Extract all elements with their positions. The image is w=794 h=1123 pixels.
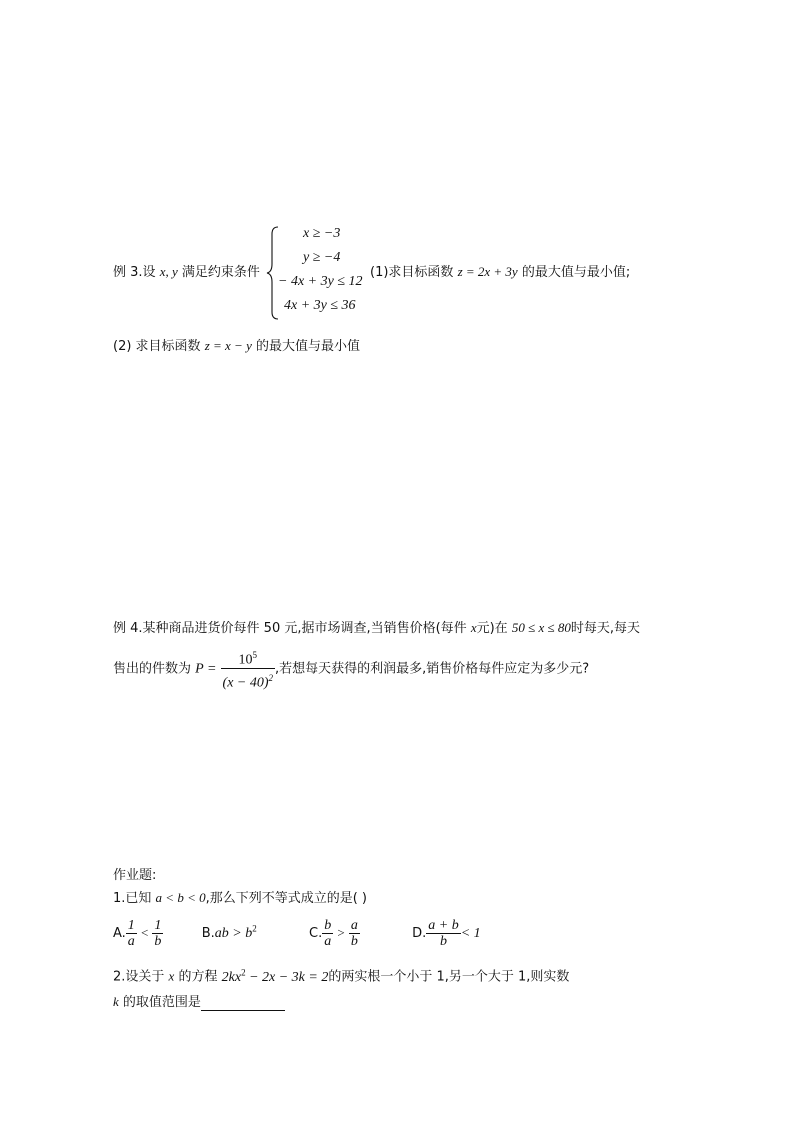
ex3-label: 例 3.设 xyxy=(113,265,156,280)
ex4-p-num-exp: 5 xyxy=(252,650,258,660)
ex3-q2-expr: z = x − y xyxy=(204,338,252,353)
hw-q2-eq-b: − 2x − 3k = 2 xyxy=(245,969,329,985)
answer-blank[interactable] xyxy=(201,996,285,1011)
option-a-op: < xyxy=(140,925,149,941)
option-c xyxy=(309,918,364,950)
ex4-line2-a: 售出的件数为 xyxy=(113,661,192,677)
option-c-left-num: b xyxy=(324,918,332,934)
ex3-q1-prefix: (1)求目标函数 xyxy=(370,265,454,280)
option-a-label: A. xyxy=(113,926,126,942)
ex4-line2 xyxy=(113,648,589,692)
option-d xyxy=(412,918,481,950)
ex4-p-lhs: P = xyxy=(195,661,217,677)
hw-q1-stem xyxy=(113,890,367,907)
constraint-1: x ≥ −3 xyxy=(303,226,341,241)
hw-q2-line2-text: 的取值范围是 xyxy=(122,995,201,1010)
ex4-p-den-exp: 2 xyxy=(268,672,274,683)
ex3-vars: x, y xyxy=(159,264,178,279)
ex3-line1 xyxy=(113,264,260,281)
option-b-label: B. xyxy=(201,926,215,942)
option-d-label: D. xyxy=(412,926,427,942)
ex4-line1-var: x xyxy=(470,620,477,635)
ex4-line1 xyxy=(113,620,640,637)
ex3-q1-expr: z = 2x + 3y xyxy=(457,264,518,279)
ex4-line1-a: 例 4.某种商品进货价每件 50 元,据市场调查,当销售价格(每件 xyxy=(113,621,467,636)
ex4-line1-c: 时每天,每天 xyxy=(570,621,641,636)
option-c-right-den: b xyxy=(350,934,358,950)
option-a-left-num: 1 xyxy=(127,918,135,934)
hw-q1-suffix: ,那么下列不等式成立的是( ) xyxy=(205,891,368,906)
option-d-den: b xyxy=(426,933,460,949)
hw-q1-prefix: 1.已知 xyxy=(113,891,152,906)
ex3-q1 xyxy=(370,264,630,281)
hw-q2-line1 xyxy=(113,964,569,986)
option-d-rhs: < 1 xyxy=(460,926,481,942)
hw-q2-eq-a: 2kx xyxy=(221,969,242,985)
ex3-q1-suffix: 的最大值与最小值; xyxy=(521,265,631,280)
ex3-q2-suffix: 的最大值与最小值 xyxy=(256,339,361,354)
homework-title: 作业题: xyxy=(113,868,157,883)
hw-q2-line2 xyxy=(113,994,285,1011)
hw-q2-line2-var: k xyxy=(113,994,119,1009)
option-b xyxy=(202,926,261,941)
ex3-q2 xyxy=(113,338,360,355)
option-b-exp: 2 xyxy=(252,924,257,934)
ex3-q2-prefix: (2) 求目标函数 xyxy=(113,339,201,354)
hw-q1-options xyxy=(113,910,481,950)
ex4-line1-b: 元)在 xyxy=(476,621,508,636)
hw-q2-prefix: 2.设关于 xyxy=(113,969,165,985)
option-b-expr: ab > b xyxy=(214,926,253,942)
ex4-p-num: 10 xyxy=(238,652,253,668)
ex3-mid: 满足约束条件 xyxy=(181,265,260,280)
hw-q2-mid: 的方程 xyxy=(178,969,218,985)
option-a-right-den: b xyxy=(154,934,162,950)
constraint-system xyxy=(270,224,370,320)
hw-q2-var: x xyxy=(168,968,175,984)
option-c-op: > xyxy=(337,925,345,941)
option-c-label: C. xyxy=(309,926,323,942)
ex4-line1-range: 50 ≤ x ≤ 80 xyxy=(511,620,571,635)
constraint-4: 4x + 3y ≤ 36 xyxy=(284,298,356,313)
hw-q1-cond: a < b < 0 xyxy=(155,890,206,905)
option-a-right-num: 1 xyxy=(154,918,162,934)
hw-q2-suffix: 的两实根一个小于 1,另一个大于 1,则实数 xyxy=(328,969,570,985)
option-c-left-den: a xyxy=(324,934,332,950)
hw-q2-eq-exp: 2 xyxy=(241,967,246,977)
ex4-line2-b: ,若想每天获得的利润最多,销售价格每件应定为多少元? xyxy=(275,661,590,677)
constraint-3: − 4x + 3y ≤ 12 xyxy=(278,274,363,289)
constraint-2: y ≥ −4 xyxy=(303,250,341,265)
option-d-num: a + b xyxy=(428,918,459,934)
option-a xyxy=(113,918,168,950)
ex4-p-den: (x − 40) xyxy=(222,675,269,691)
option-c-right-num: a xyxy=(350,918,358,934)
ex4-p-fraction xyxy=(221,648,276,690)
option-a-left-den: a xyxy=(127,934,135,950)
